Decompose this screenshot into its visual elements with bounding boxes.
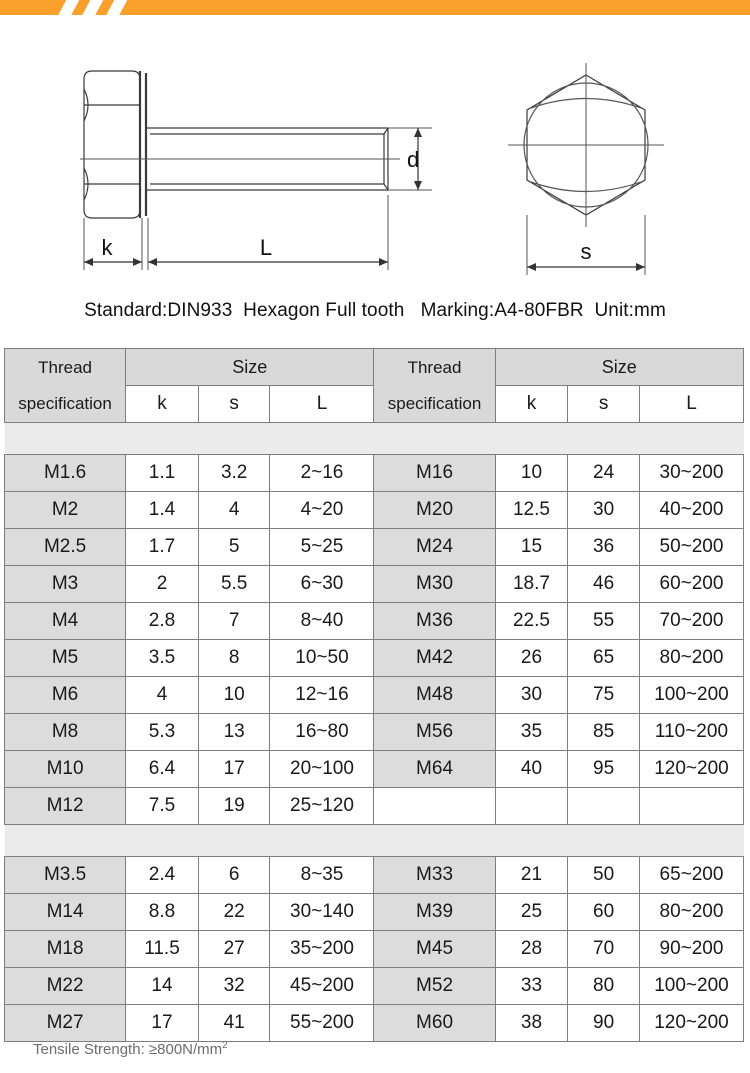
cell-thread-right: M60 (374, 1005, 495, 1042)
cell-k-left: 2 (126, 566, 199, 603)
cell-s-right: 30 (568, 492, 640, 529)
header-size-right: Size (495, 349, 743, 386)
cell-L-right: 80~200 (639, 640, 743, 677)
cell-k-left: 6.4 (126, 751, 199, 788)
cell-s-left: 4 (198, 492, 270, 529)
cell-L-right: 120~200 (639, 751, 743, 788)
cell-k-right: 10 (495, 455, 568, 492)
cell-s-left: 19 (198, 788, 270, 825)
table-row (5, 492, 744, 529)
tensile-strength-note (33, 1040, 228, 1058)
cell-k-left: 8.8 (126, 894, 199, 931)
cell-k-left: 3.5 (126, 640, 199, 677)
cell-thread-left: M27 (5, 1005, 126, 1042)
cell-thread-right: M56 (374, 714, 495, 751)
cell-k-left: 5.3 (126, 714, 199, 751)
table-row (5, 894, 744, 931)
dimension-label-k: k (101, 235, 113, 260)
cell-thread-left: M12 (5, 788, 126, 825)
cell-s-right: 24 (568, 455, 640, 492)
cell-k-left: 2.4 (126, 857, 199, 894)
cell-thread-right: M42 (374, 640, 495, 677)
header-thread-specification-left (5, 349, 126, 423)
table-row (5, 603, 744, 640)
table-spacer-cell (5, 825, 744, 857)
cell-k-left: 14 (126, 968, 199, 1005)
cell-L-left: 12~16 (270, 677, 374, 714)
cell-k-right: 33 (495, 968, 568, 1005)
cell-L-right: 90~200 (639, 931, 743, 968)
table-body (5, 423, 744, 1042)
cell-s-left: 22 (198, 894, 270, 931)
cell-s-left: 5 (198, 529, 270, 566)
cell-s-left: 10 (198, 677, 270, 714)
cell-k-right: 26 (495, 640, 568, 677)
table-row (5, 455, 744, 492)
cell-L-right: 60~200 (639, 566, 743, 603)
cell-L-right: 70~200 (639, 603, 743, 640)
cell-thread-left: M3.5 (5, 857, 126, 894)
cell-k-right: 22.5 (495, 603, 568, 640)
cell-s-left: 7 (198, 603, 270, 640)
cell-s-right: 46 (568, 566, 640, 603)
cell-s-right: 90 (568, 1005, 640, 1042)
header-thread-line2: specification (387, 393, 482, 413)
cell-k-right: 30 (495, 677, 568, 714)
cell-thread-left: M8 (5, 714, 126, 751)
cell-thread-left: M2.5 (5, 529, 126, 566)
cell-s-left: 5.5 (198, 566, 270, 603)
cell-k-right: 18.7 (495, 566, 568, 603)
table-spacer-cell (5, 423, 744, 455)
header-k-left: k (126, 386, 199, 423)
table-spacer-row (5, 423, 744, 455)
cell-thread-right: M16 (374, 455, 495, 492)
cell-L-left: 55~200 (270, 1005, 374, 1042)
table-row (5, 931, 744, 968)
cell-L-right: 120~200 (639, 1005, 743, 1042)
cell-L-right: 40~200 (639, 492, 743, 529)
dimension-label-L: L (259, 235, 273, 260)
cell-k-right: 35 (495, 714, 568, 751)
cell-thread-left: M6 (5, 677, 126, 714)
cell-s-right: 95 (568, 751, 640, 788)
cell-s-right: 36 (568, 529, 640, 566)
cell-k-right: 12.5 (495, 492, 568, 529)
cell-L-left: 16~80 (270, 714, 374, 751)
header-thread-line1: Thread (407, 357, 462, 377)
table-row (5, 677, 744, 714)
cell-k-right: 21 (495, 857, 568, 894)
tensile-strength-value: ≥800N/mm (148, 1041, 223, 1058)
cell-s-right: 75 (568, 677, 640, 714)
header-thread-specification-right (374, 349, 495, 423)
cell-thread-right: M64 (374, 751, 495, 788)
cell-L-left: 6~30 (270, 566, 374, 603)
specification-table-wrap (4, 348, 744, 1042)
cell-k-right: 25 (495, 894, 568, 931)
cell-L-right: 100~200 (639, 968, 743, 1005)
cell-s-left: 41 (198, 1005, 270, 1042)
cell-s-right: 50 (568, 857, 640, 894)
cell-s-left: 27 (198, 931, 270, 968)
hex-head-cross-section (508, 63, 664, 227)
header-s-right: s (568, 386, 640, 423)
cell-thread-left: M22 (5, 968, 126, 1005)
cell-k-right: 38 (495, 1005, 568, 1042)
table-row (5, 1005, 744, 1042)
dimension-label-d: d (407, 147, 420, 172)
cell-s-left: 13 (198, 714, 270, 751)
cell-thread-left: M10 (5, 751, 126, 788)
cell-k-right: 28 (495, 931, 568, 968)
header-thread-line1: Thread (38, 357, 92, 377)
cell-L-left: 4~20 (270, 492, 374, 529)
cell-s-right (568, 788, 640, 825)
cell-s-left: 3.2 (198, 455, 270, 492)
cell-L-right: 65~200 (639, 857, 743, 894)
cell-thread-right: M48 (374, 677, 495, 714)
table-row (5, 529, 744, 566)
cell-k-left: 11.5 (126, 931, 199, 968)
cell-k-right: 40 (495, 751, 568, 788)
cell-L-right (639, 788, 743, 825)
specification-table (4, 348, 744, 1042)
cell-L-right: 80~200 (639, 894, 743, 931)
cell-L-right: 110~200 (639, 714, 743, 751)
table-header (5, 349, 744, 423)
tensile-strength-label: Tensile Strength: (33, 1041, 149, 1058)
cell-L-left: 8~40 (270, 603, 374, 640)
cell-thread-right: M30 (374, 566, 495, 603)
cell-k-left: 17 (126, 1005, 199, 1042)
cell-s-right: 70 (568, 931, 640, 968)
cell-L-right: 100~200 (639, 677, 743, 714)
standard-caption: Standard:DIN933 Hexagon Full tooth Marking:A4-80FBR Unit:mm (84, 300, 666, 321)
table-row (5, 714, 744, 751)
cell-thread-right: M52 (374, 968, 495, 1005)
table-row (5, 566, 744, 603)
cell-s-right: 80 (568, 968, 640, 1005)
table-row (5, 751, 744, 788)
banner-stripe (55, 0, 83, 15)
cell-L-left: 30~140 (270, 894, 374, 931)
cell-thread-left: M1.6 (5, 455, 126, 492)
cell-k-right: 15 (495, 529, 568, 566)
cell-L-right: 50~200 (639, 529, 743, 566)
dimension-label-s: s (580, 239, 592, 264)
header-k-right: k (495, 386, 568, 423)
cell-thread-left: M14 (5, 894, 126, 931)
cell-k-right (495, 788, 568, 825)
cell-s-left: 32 (198, 968, 270, 1005)
cell-thread-left: M2 (5, 492, 126, 529)
cell-s-left: 8 (198, 640, 270, 677)
bolt-head-face (140, 71, 146, 218)
cell-thread-right: M20 (374, 492, 495, 529)
cell-L-left: 25~120 (270, 788, 374, 825)
table-row (5, 857, 744, 894)
cell-L-left: 5~25 (270, 529, 374, 566)
tensile-strength-superscript: 2 (222, 1040, 228, 1051)
header-thread-line2: specification (18, 393, 112, 413)
header-size-left: Size (126, 349, 374, 386)
cell-L-left: 45~200 (270, 968, 374, 1005)
cell-thread-right (374, 788, 495, 825)
cell-s-right: 55 (568, 603, 640, 640)
cell-L-left: 35~200 (270, 931, 374, 968)
header-L-right: L (639, 386, 743, 423)
cell-k-left: 1.7 (126, 529, 199, 566)
bolt-head-outline (84, 71, 140, 218)
cell-thread-right: M24 (374, 529, 495, 566)
table-row (5, 640, 744, 677)
cell-thread-right: M33 (374, 857, 495, 894)
cell-thread-right: M36 (374, 603, 495, 640)
header-s-left: s (198, 386, 270, 423)
cell-L-left: 20~100 (270, 751, 374, 788)
cell-thread-left: M4 (5, 603, 126, 640)
cell-s-right: 60 (568, 894, 640, 931)
cell-thread-left: M18 (5, 931, 126, 968)
bolt-technical-drawing (0, 15, 750, 290)
cell-s-right: 65 (568, 640, 640, 677)
table-row (5, 968, 744, 1005)
banner-stripe (103, 0, 131, 15)
cell-k-left: 4 (126, 677, 199, 714)
cell-thread-left: M3 (5, 566, 126, 603)
cell-s-right: 85 (568, 714, 640, 751)
table-spacer-row (5, 825, 744, 857)
dimension-k (84, 218, 142, 270)
top-orange-banner (0, 0, 750, 15)
cell-k-left: 1.4 (126, 492, 199, 529)
cell-k-left: 2.8 (126, 603, 199, 640)
table-row (5, 788, 744, 825)
header-L-left: L (270, 386, 374, 423)
banner-stripe (79, 0, 107, 15)
cell-thread-right: M39 (374, 894, 495, 931)
cell-k-left: 1.1 (126, 455, 199, 492)
cell-thread-right: M45 (374, 931, 495, 968)
cell-L-left: 8~35 (270, 857, 374, 894)
cell-k-left: 7.5 (126, 788, 199, 825)
cell-s-left: 6 (198, 857, 270, 894)
cell-thread-left: M5 (5, 640, 126, 677)
cell-L-left: 2~16 (270, 455, 374, 492)
cell-L-left: 10~50 (270, 640, 374, 677)
header-row-top (5, 349, 744, 386)
cell-L-right: 30~200 (639, 455, 743, 492)
cell-s-left: 17 (198, 751, 270, 788)
